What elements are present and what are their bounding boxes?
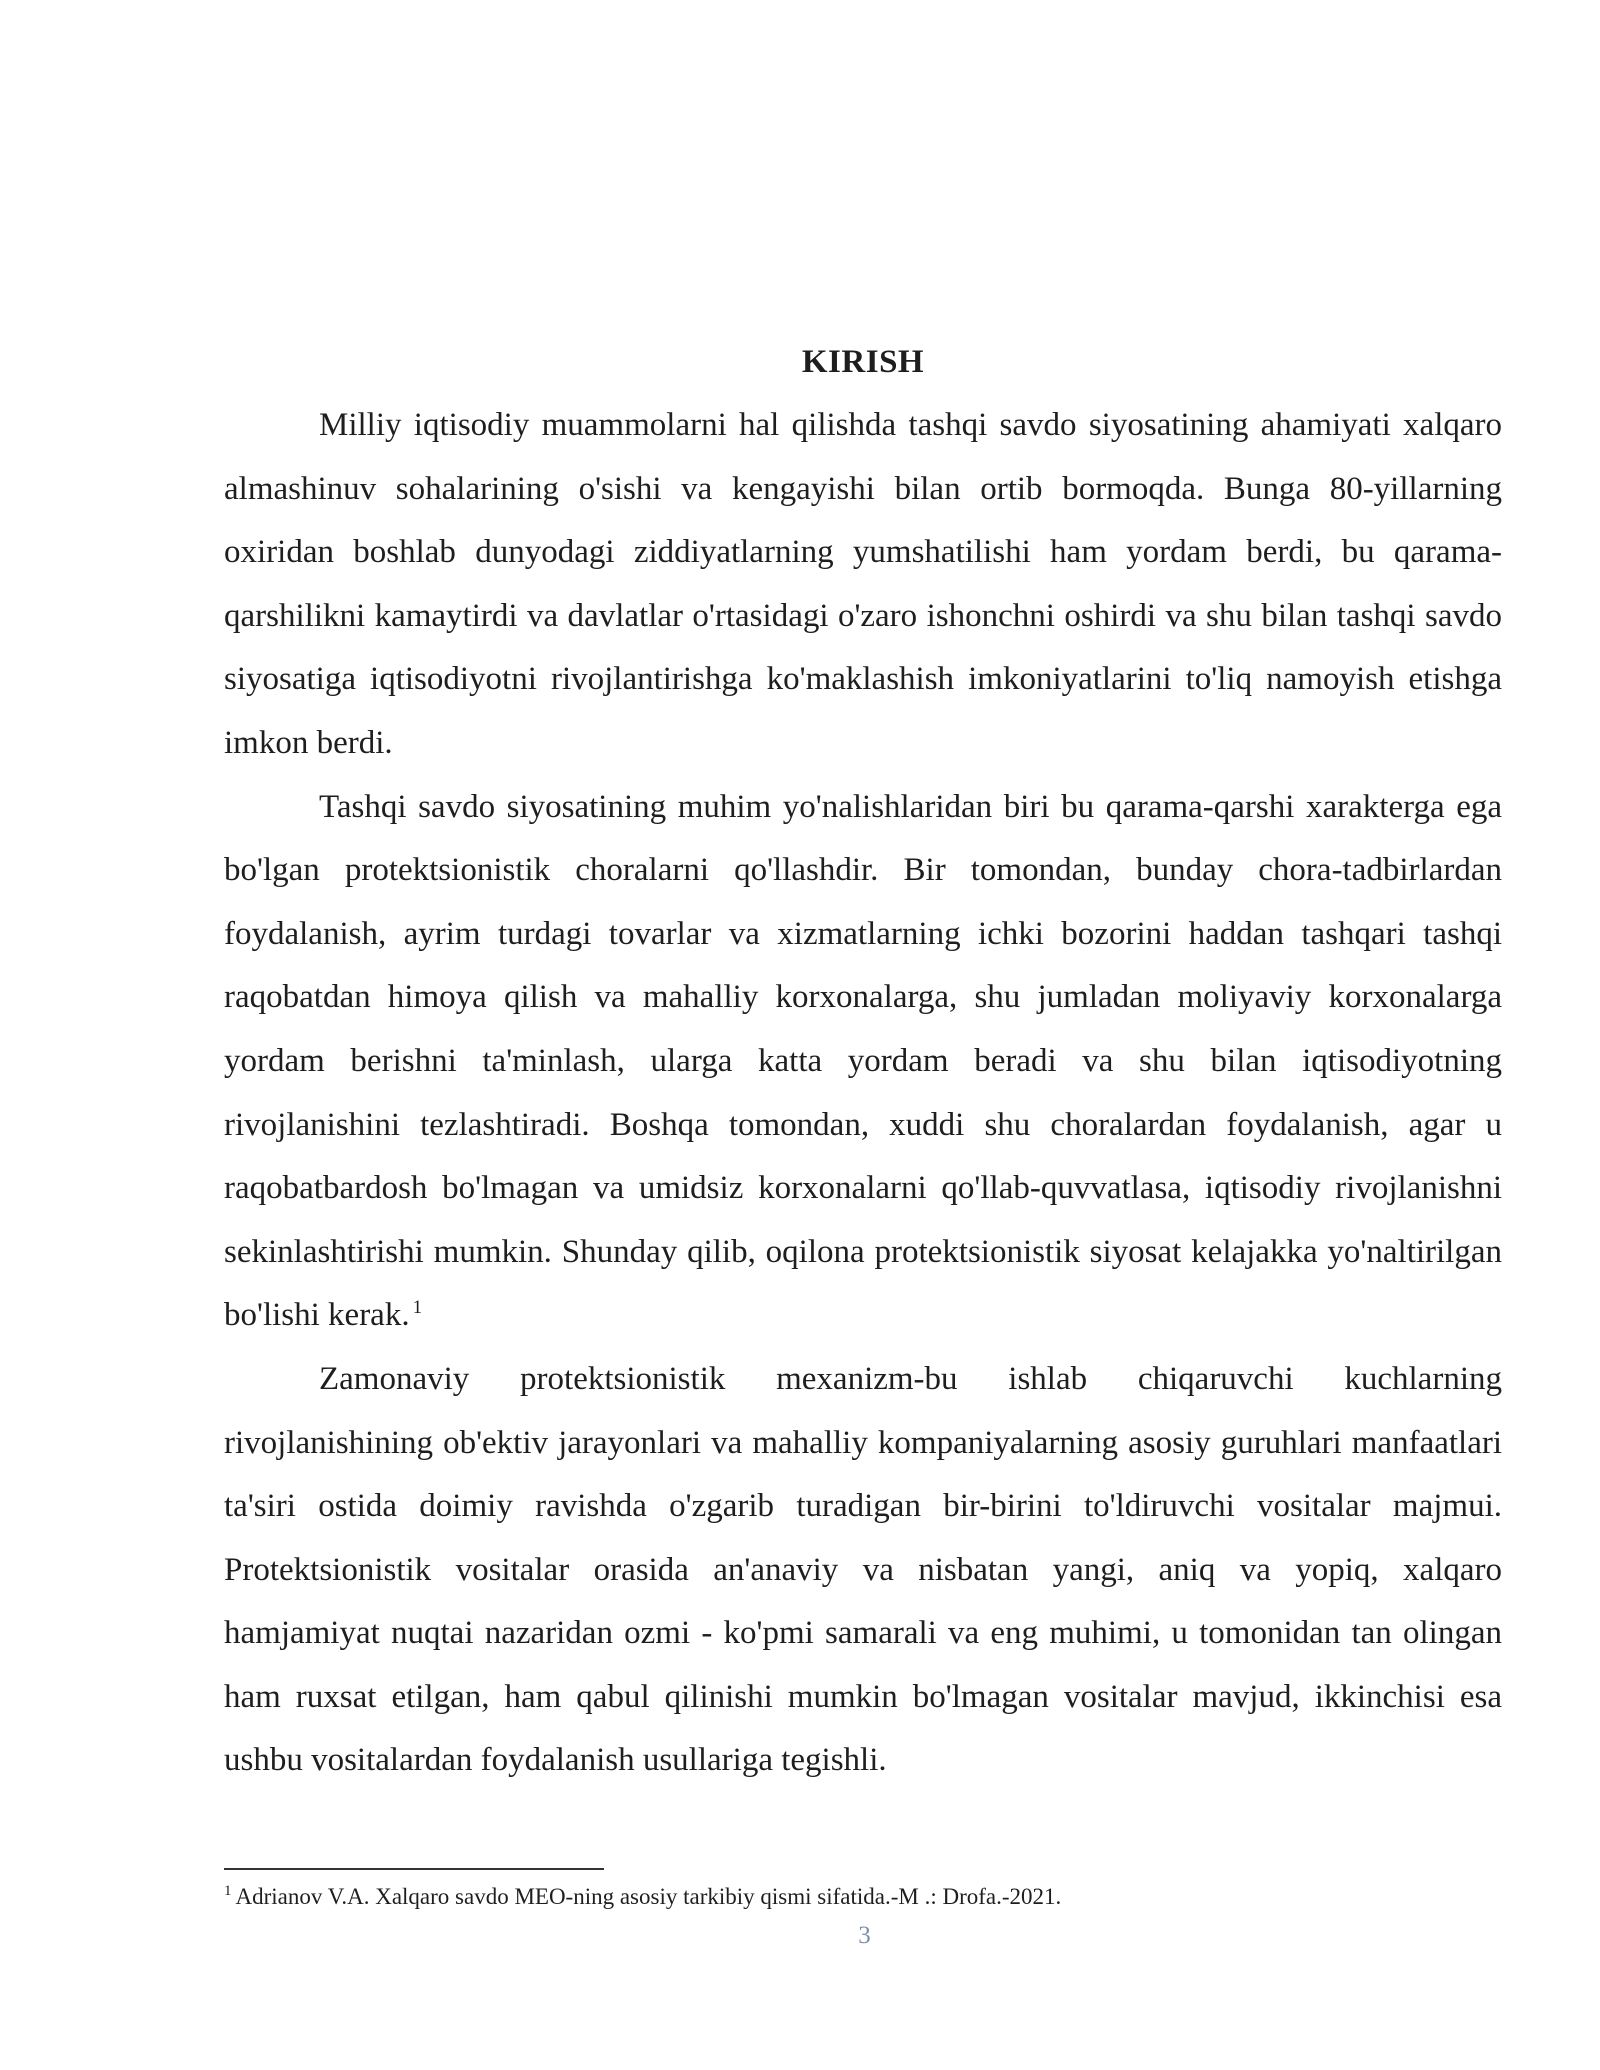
paragraph-3	[224, 1348, 1502, 1793]
footnote-text: Adrianov V.A. Xalqaro savdo MEO-ning asosiy tarkibiy qismi sifatida.-M .: Drofa.-2021.	[235, 1884, 1062, 1909]
footnote	[224, 1882, 1502, 1912]
paragraph-1-text: Milliy iqtisodiy muammolarni hal qilishda tashqi savdo siyosatining ahamiyati xalqaro almashinuv sohalarining o'sishi va kengayishi bilan ortib bormoqda. Bunga 80-yillarning oxiridan boshlab dunyodagi ziddiyatlarning yumshatilishi ham yordam berdi, bu qarama-qarshilikni kamaytirdi va davlatlar o'rtasidagi o'zaro ishonchni oshirdi va shu bilan tashqi savdo siyosatiga iqtisodiyotni rivojlantirishga ko'maklashish imkoniyatlarini to'liq namoyish etishga imkon berdi.	[224, 407, 1502, 761]
footnote-separator	[224, 1868, 604, 1870]
page-body	[224, 330, 1502, 1793]
footnote-reference[interactable]: 1	[412, 1297, 423, 1319]
paragraph-2	[224, 776, 1502, 1348]
paragraph-3-text: Zamonaviy protektsionistik mexanizm-bu ishlab chiqaruvchi kuchlarning rivojlanishining ob'ektiv jarayonlari va mahalliy kompaniyalarning asosiy guruhlari manfaatlari ta'siri ostida doimiy ravishda o'zgarib turadigan bir-birini to'ldiruvchi vositalar majmui. Protektsionistik vositalar orasida an'anaviy va nisbatan yangi, aniq va yopiq, xalqaro hamjamiyat nuqtai nazaridan ozmi - ko'pmi samarali va eng muhimi, u tomonidan tan olingan ham ruxsat etilgan, ham qabul qilinishi mumkin bo'lmagan vositalar mavjud, ikkinchisi esa ushbu vositalardan foydalanish usullariga tegishli.	[224, 1360, 1502, 1779]
paragraph-2-text: Tashqi savdo siyosatining muhim yo'nalishlaridan biri bu qarama-qarshi xarakterga ega bo'lgan protektsionistik choralarni qo'llashdir. Bir tomondan, bunday chora-tadbirlardan foydalanish, ayrim turdagi tovarlar va xizmatlarning ichki bozorini haddan tashqari tashqi raqobatdan himoya qilish va mahalliy korxonalarga, shu jumladan moliyaviy korxonalarga yordam berishni ta'minlash, ularga katta yordam beradi va shu bilan iqtisodiyotning rivojlanishini tezlashtiradi. Boshqa tomondan, xuddi shu choralardan foydalanish, agar u raqobatbardosh bo'lmagan va umidsiz korxonalarni qo'llab-quvvatlasa, iqtisodiy rivojlanishni sekinlashtirishi mumkin. Shunday qilib, oqilona protektsionistik siyosat kelajakka yo'naltirilgan bo'lishi kerak.	[224, 788, 1502, 1334]
footnote-mark: 1	[224, 1883, 232, 1900]
paragraph-1	[224, 394, 1502, 776]
page-number: 3	[858, 1922, 871, 1949]
section-title: KIRISH	[801, 344, 925, 380]
